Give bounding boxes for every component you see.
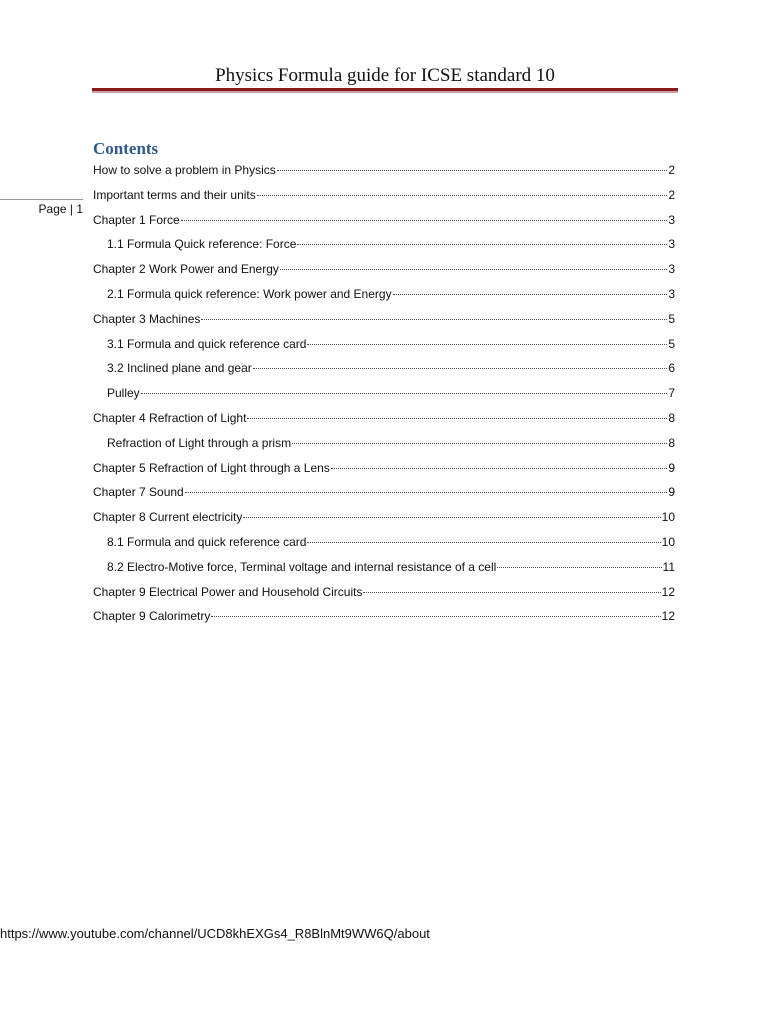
toc-entry[interactable] (93, 309, 675, 329)
toc-entry-title: Chapter 5 Refraction of Light through a Lens (93, 461, 330, 475)
toc-dot-leader (257, 195, 668, 196)
toc-entry-title: 8.1 Formula and quick reference card (107, 535, 307, 549)
toc-entry-title: 3.2 Inclined plane and gear (107, 361, 252, 375)
toc-entry[interactable] (93, 160, 675, 180)
toc-entry[interactable] (93, 458, 675, 478)
toc-entry[interactable] (93, 606, 675, 626)
toc-entry-page: 5 (668, 337, 675, 351)
toc-dot-leader (307, 542, 660, 543)
toc-entry-title: 8.2 Electro-Motive force, Terminal voltage and internal resistance of a cell (107, 560, 497, 574)
toc-entry[interactable] (107, 532, 675, 552)
toc-entry-title: Chapter 2 Work Power and Energy (93, 262, 279, 276)
toc-entry-title: 2.1 Formula quick reference: Work power and Energy (107, 287, 392, 301)
toc-dot-leader (211, 616, 660, 617)
toc-entry[interactable] (107, 433, 675, 453)
toc-entry-page: 11 (662, 560, 675, 574)
toc-dot-leader (181, 220, 668, 221)
toc-entry-page: 3 (668, 262, 675, 276)
toc-entry-page: 2 (668, 163, 675, 177)
footer-url[interactable]: https://www.youtube.com/channel/UCD8khEXGs4_R8BlnMt9WW6Q/about (0, 926, 430, 941)
toc-entry-title: Chapter 9 Electrical Power and Household Circuits (93, 585, 363, 599)
toc-entry[interactable] (93, 482, 675, 502)
toc-entry-page: 3 (668, 213, 675, 227)
toc-dot-leader (363, 592, 660, 593)
toc-entry-title: Chapter 9 Calorimetry (93, 609, 211, 623)
toc-entry[interactable] (93, 185, 675, 205)
toc-entry-page: 12 (661, 585, 675, 599)
toc-dot-leader (307, 344, 667, 345)
toc-entry-page: 3 (668, 237, 675, 251)
toc-entry[interactable] (93, 210, 675, 230)
toc-entry-title: Refraction of Light through a prism (107, 436, 292, 450)
toc-entry-title: Chapter 3 Machines (93, 312, 201, 326)
toc-entry[interactable] (107, 284, 675, 304)
toc-entry-title: Chapter 4 Refraction of Light (93, 411, 247, 425)
toc-entry-page: 3 (668, 287, 675, 301)
toc-dot-leader (253, 368, 668, 369)
toc-entry[interactable] (93, 259, 675, 279)
toc-entry-title: 1.1 Formula Quick reference: Force (107, 237, 297, 251)
toc-entry-page: 10 (661, 535, 675, 549)
toc-entry-page: 8 (668, 436, 675, 450)
contents-heading: Contents (93, 139, 159, 158)
toc-entry-page: 8 (668, 411, 675, 425)
toc-entry[interactable] (107, 334, 675, 354)
toc-dot-leader (497, 567, 661, 568)
toc-dot-leader (141, 393, 668, 394)
toc-entry-title: 3.1 Formula and quick reference card (107, 337, 307, 351)
toc-dot-leader (201, 319, 667, 320)
toc-entry-page: 2 (668, 188, 675, 202)
toc-dot-leader (243, 517, 660, 518)
page-header (92, 62, 678, 94)
toc-entry[interactable] (93, 507, 675, 527)
toc-dot-leader (280, 269, 667, 270)
toc-entry-title: Chapter 1 Force (93, 213, 180, 227)
toc-entry-page: 6 (668, 361, 675, 375)
toc-entry-title: Important terms and their units (93, 188, 256, 202)
toc-entry-page: 12 (661, 609, 675, 623)
page-number-rule (0, 199, 83, 200)
toc-dot-leader (331, 468, 667, 469)
toc-entry-page: 7 (668, 386, 675, 400)
toc-entry-page: 9 (668, 485, 675, 499)
toc-entry[interactable] (107, 234, 675, 254)
toc-entry-title: Pulley (107, 386, 140, 400)
page-number-box (0, 199, 83, 219)
toc-entry-page: 10 (661, 510, 675, 524)
toc-dot-leader (185, 492, 668, 493)
toc-entry-title: How to solve a problem in Physics (93, 163, 276, 177)
toc-entry[interactable] (93, 582, 675, 602)
toc-dot-leader (277, 170, 668, 171)
toc-entry-page: 5 (668, 312, 675, 326)
toc-dot-leader (247, 418, 667, 419)
toc-entry-title: Chapter 7 Sound (93, 485, 184, 499)
toc-dot-leader (297, 244, 667, 245)
toc-entry-page: 9 (668, 461, 675, 475)
page-number: Page | 1 (38, 202, 83, 216)
toc-dot-leader (393, 294, 668, 295)
toc-entry[interactable] (107, 383, 675, 403)
document-title: Physics Formula guide for ICSE standard 10 (215, 65, 555, 86)
toc-entry[interactable] (107, 557, 675, 577)
toc-entry[interactable] (93, 408, 675, 428)
toc-entry-title: Chapter 8 Current electricity (93, 510, 243, 524)
toc-entry[interactable] (107, 358, 675, 378)
title-rule-shadow (92, 91, 678, 93)
toc-dot-leader (292, 443, 667, 444)
